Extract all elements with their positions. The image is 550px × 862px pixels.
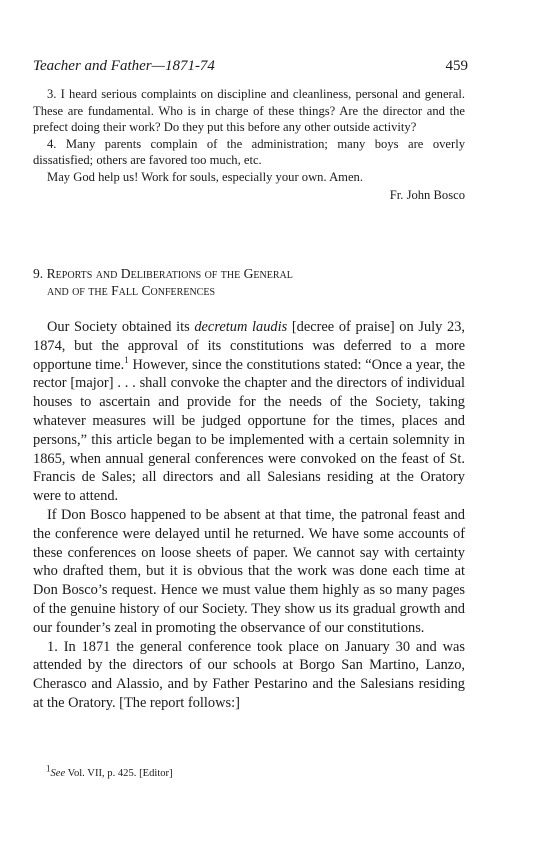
letter-excerpt — [33, 86, 465, 203]
p1-text-a: Our Society obtained its — [47, 319, 195, 335]
section-heading-line-1 — [33, 265, 465, 282]
section-heading — [33, 265, 465, 299]
heading-line-1-rest: of the General — [204, 266, 293, 281]
footnote-marker: 1 — [46, 763, 51, 774]
body-paragraph-3: 1. In 1871 the general conference took place on January 30 and was attended by the directors of our schools at Borgo San Martino, Lanzo, Cherasco and Alassio, and by Father Pestarino and the Salesians residing at the Oratory. [The report follows:] — [33, 638, 465, 711]
section-heading-line-2: and of the Fall Conferences — [47, 283, 215, 298]
letter-signature: Fr. John Bosco — [389, 187, 465, 202]
heading-word-reports: Reports and — [46, 266, 118, 281]
body-paragraph-1 — [33, 318, 465, 506]
footnote-see: See — [50, 768, 66, 779]
page-number: 459 — [445, 58, 468, 74]
running-header — [33, 58, 468, 75]
footnote-text: Vol. VII, p. 425. [Editor] — [65, 768, 173, 779]
footnote — [33, 763, 478, 781]
running-title: Teacher and Father—1871-74 — [33, 58, 215, 74]
p1-text-c: However, since the constitutions stated: “Once a year, the rector [major] . . . shall convoke the chapter and the directors of individual houses to ascertain and provide for the needs of the Society, taking whatever measures will be judged opportune for the times, places and persons,” this article began to be implemented with a certain solemnity in 1865, when annual general conferences were convoked on the feast of St. Francis de Sales; all directors and all Salesians residing at the Oratory were to attend. — [33, 356, 466, 505]
main-text — [33, 318, 465, 713]
section-number: 9. — [33, 266, 44, 281]
p1-text-b: [decree of praise] on July 23, 1874, but the approval of its constitutions was deferred to a more opportune time. — [33, 319, 465, 373]
letter-point-4: 4. Many parents complain of the administration; many boys are overly dissatisfied; others are favored too much, etc. — [33, 136, 465, 168]
latin-term: decretum laudis — [194, 319, 288, 335]
body-paragraph-2: If Don Bosco happened to be absent at that time, the patronal feast and the conference were delayed until he returned. We have some accounts of these conferences on loose sheets of paper. We cannot say with certainty who drafted them, but it is obvious that the work was done each time at Don Bosco’s request. Hence we must value them highly as so many pages of the genuine history of our Society. They show us its gradual growth and our founder’s zeal in promoting the observance of our constitutions. — [33, 506, 465, 636]
letter-point-3: 3. I heard serious complaints on discipline and cleanliness, personal and general. These are fundamental. Who is in charge of these things? Are the director and the prefect doing their work? Do they put this before any other outside activity? — [33, 87, 465, 135]
footnote-reference: 1 — [124, 354, 129, 365]
heading-word-deliberations: Deliberations — [120, 266, 202, 281]
letter-closing: May God help us! Work for souls, especially your own. Amen. — [47, 169, 363, 184]
